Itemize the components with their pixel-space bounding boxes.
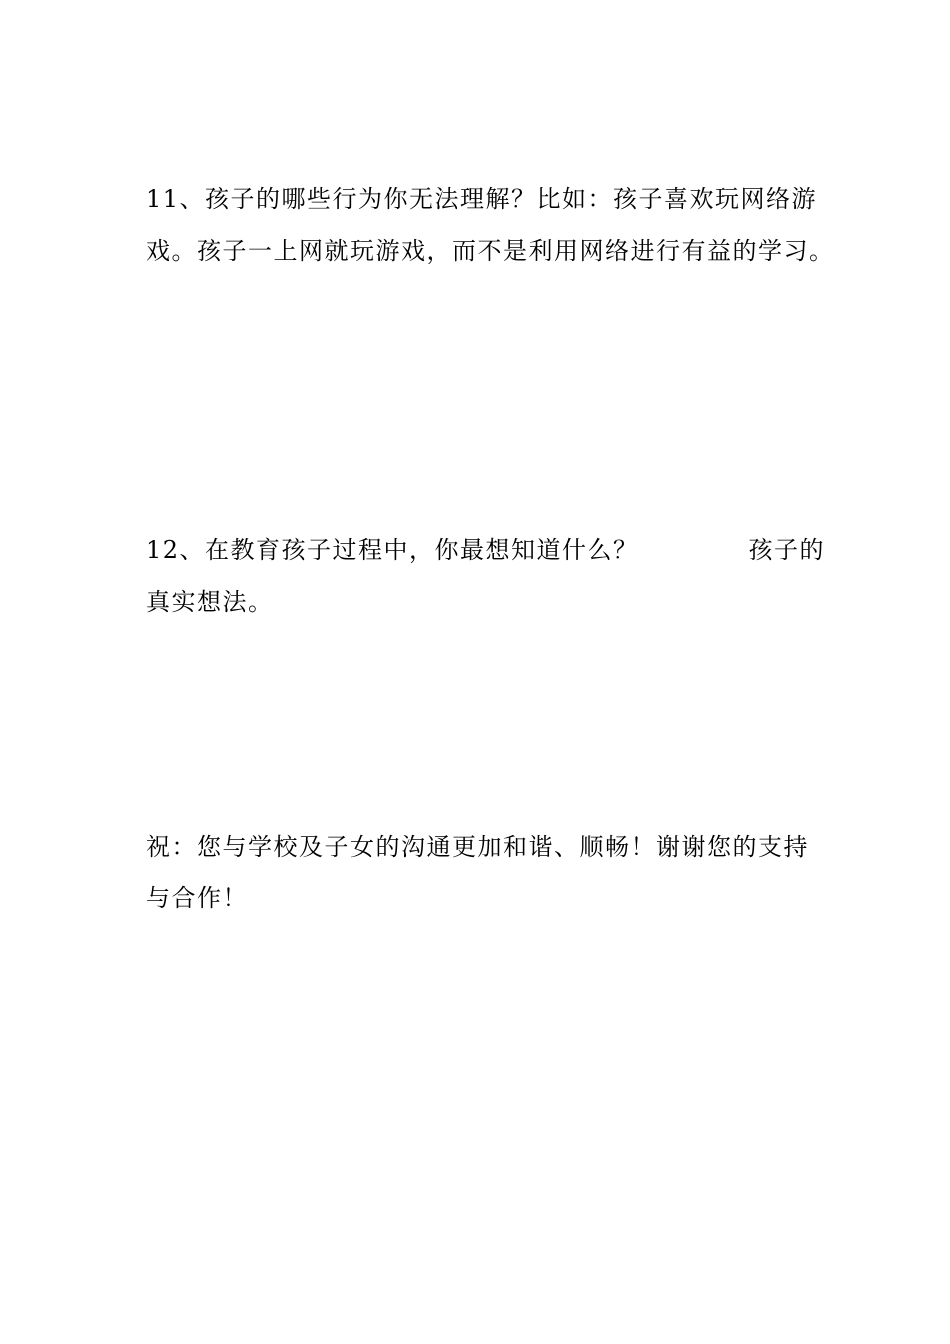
question-11-line-2: 戏。孩子一上网就玩游戏，而不是利用网络进行有益的学习。 <box>146 237 835 265</box>
question-12-line-1 <box>146 535 825 565</box>
closing-line-1: 祝：您与学校及子女的沟通更加和谐、顺畅！谢谢您的支持 <box>146 833 809 861</box>
closing-line-2: 与合作！ <box>146 884 248 912</box>
question-11-line-1: 11、孩子的哪些行为你无法理解？比如：孩子喜欢玩网络游 <box>146 185 818 213</box>
question-12-text: 12、在教育孩子过程中，你最想知道什么？ <box>146 536 639 564</box>
question-12-answer-part-2: 真实想法。 <box>146 588 274 616</box>
question-12-answer-part-1: 孩子的 <box>748 536 826 564</box>
